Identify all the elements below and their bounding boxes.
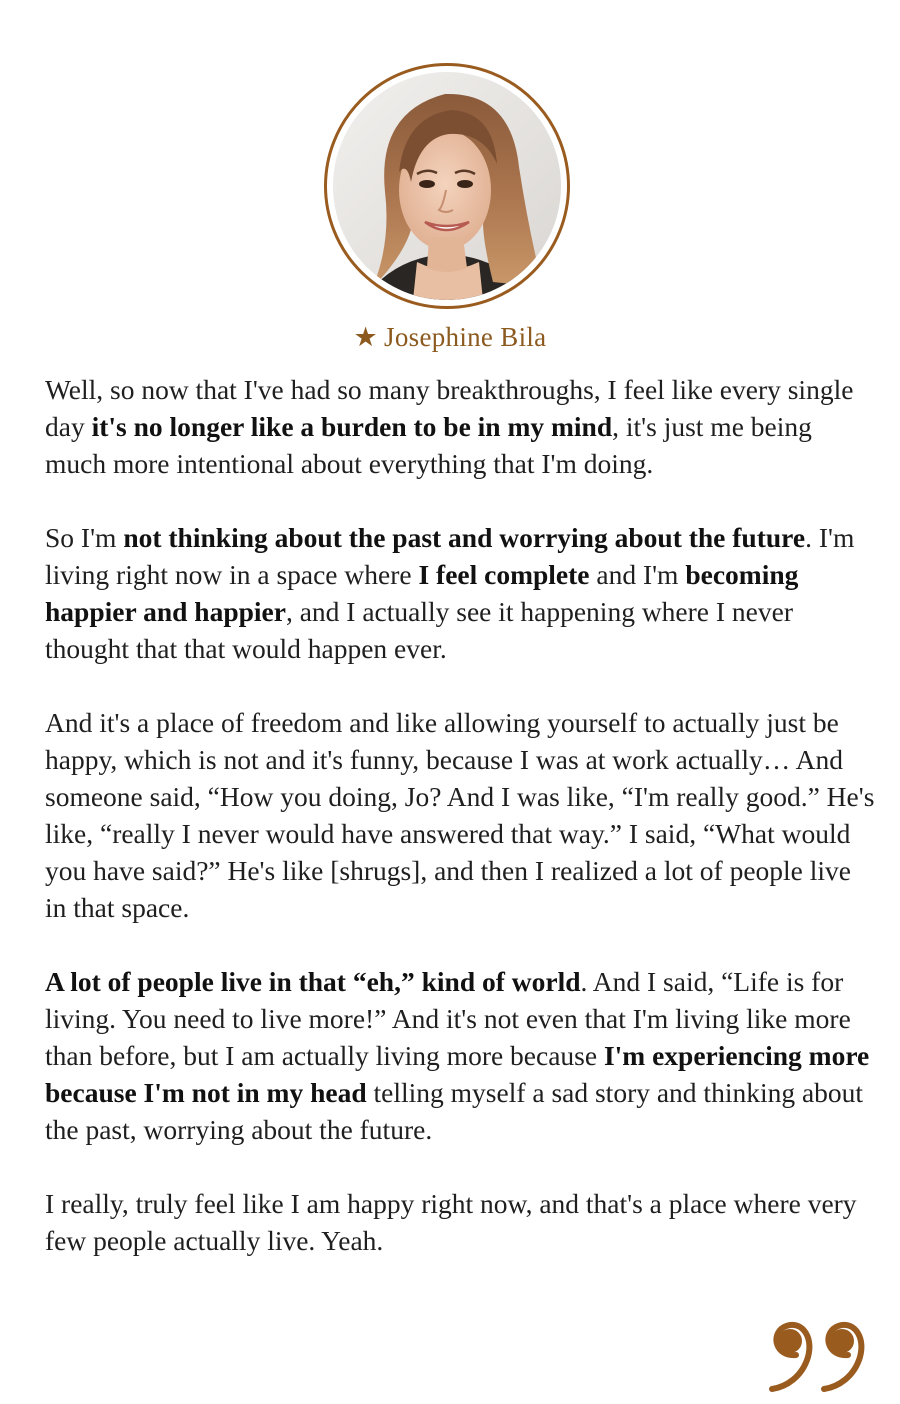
text-segment: So I'm	[45, 522, 124, 553]
text-segment: . I'm living right now in a space where	[45, 522, 855, 590]
text-segment: and I'm	[589, 559, 686, 590]
author-name-text: Josephine Bila	[384, 322, 547, 352]
highlight-text: I'm experiencing more because I'm not in my head	[45, 1040, 870, 1108]
highlight-text: A lot of people live in that “eh,” kind of world	[45, 966, 581, 997]
star-icon: ★	[353, 322, 379, 352]
paragraph-5	[45, 1185, 875, 1259]
text-segment: I really, truly feel like I am happy right now, and that's a place where very few people actually live. Yeah.	[45, 1188, 857, 1256]
paragraph-2	[45, 519, 875, 667]
text-segment: telling myself a sad story and thinking about the past, worrying about the future.	[45, 1077, 864, 1145]
avatar	[324, 63, 570, 309]
paragraph-4	[45, 963, 875, 1148]
closing-quote-icon	[762, 1305, 872, 1400]
paragraph-3	[45, 704, 875, 926]
highlight-text: I feel complete	[418, 559, 590, 590]
text-segment: , it's just me being much more intentional about everything that I'm doing.	[45, 411, 812, 479]
testimonial-text	[45, 371, 875, 1259]
text-segment: , and I actually see it happening where I never thought that that would happen ever.	[45, 596, 793, 664]
author-name	[0, 322, 900, 353]
highlight-text: becoming happier and happier	[45, 559, 799, 627]
text-segment: And it's a place of freedom and like allowing yourself to actually just be happy, which is not and it's funny, because I was at work actually… And someone said, “How you doing, Jo? And I was like, “I'm really good.” He's like, “really I never would have answered that way.” I said, “What would you have said?” He's like [shrugs], and then I realized a lot of people live in that space.	[45, 707, 875, 923]
highlight-text: not thinking about the past and worrying about the future	[123, 522, 806, 553]
avatar-photo	[333, 72, 561, 300]
text-segment: . And I said, “Life is for living. You need to live more!” And it's not even that I'm living like more than before, but I am actually living more because	[45, 966, 851, 1071]
highlight-text: it's no longer like a burden to be in my mind	[91, 411, 613, 442]
text-segment: Well, so now that I've had so many breakthroughs, I feel like every single day	[45, 374, 854, 442]
paragraph-1	[45, 371, 875, 482]
